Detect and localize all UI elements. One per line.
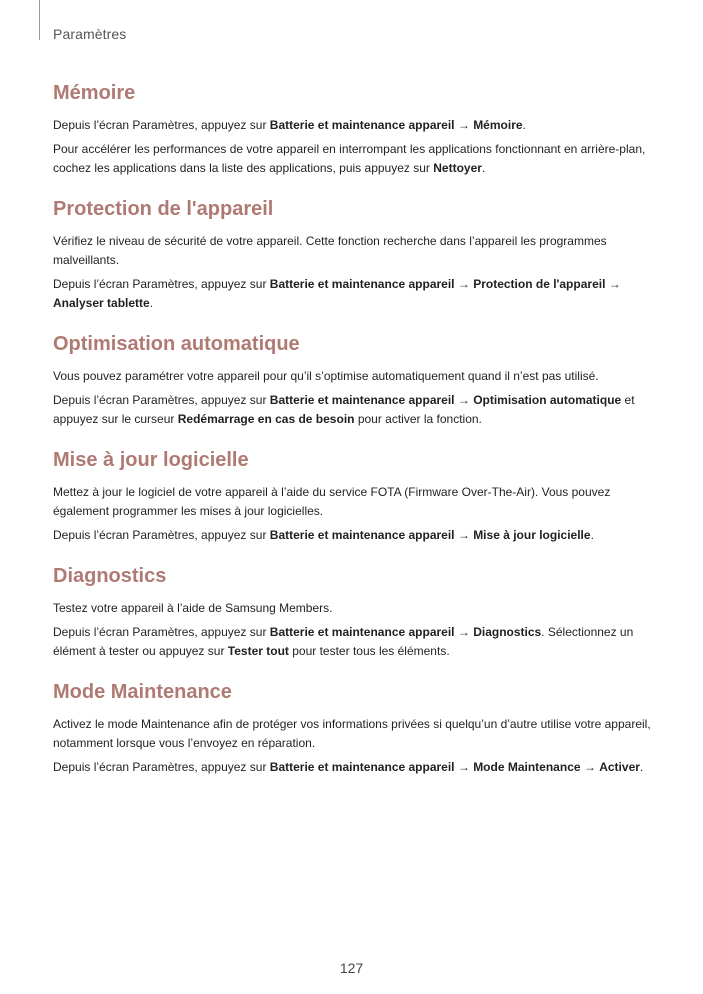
paragraph bbox=[53, 758, 653, 777]
text-run: et appuyez sur le curseur bbox=[53, 393, 635, 426]
page-header-title: Paramètres bbox=[53, 26, 127, 42]
text-run: . Sélectionnez un élément à tester ou appuyez sur bbox=[53, 625, 634, 658]
bold-menu-term: Batterie et maintenance appareil bbox=[269, 118, 455, 132]
text-run: → bbox=[454, 760, 474, 774]
bold-menu-term: Batterie et maintenance appareil bbox=[269, 760, 455, 774]
document-body bbox=[53, 80, 653, 795]
text-run: Mettez à jour le logiciel de votre appareil à l’aide du service FOTA (Firmware Over-The-Air). Vous pouvez également programmer les mises à jour logicielles. bbox=[53, 485, 611, 518]
text-run: . bbox=[590, 528, 594, 542]
paragraph bbox=[53, 526, 653, 545]
text-run: Depuis l’écran Paramètres, appuyez sur bbox=[53, 528, 270, 542]
text-run: . bbox=[481, 161, 486, 175]
bold-menu-term: Batterie et maintenance appareil bbox=[269, 625, 455, 639]
bold-menu-term: Nettoyer bbox=[433, 161, 482, 175]
bold-menu-term: Protection de l'appareil bbox=[473, 277, 606, 291]
section-diagnostics bbox=[53, 563, 653, 661]
text-run: Vérifiez le niveau de sécurité de votre appareil. Cette fonction recherche dans l’appareil les programmes malveillants. bbox=[53, 234, 607, 267]
text-run: Testez votre appareil à l’aide de Samsung Members. bbox=[53, 601, 333, 615]
section-protection-de-l-appareil bbox=[53, 196, 653, 313]
paragraph bbox=[53, 483, 653, 521]
paragraph bbox=[53, 715, 653, 753]
text-run: → bbox=[454, 277, 474, 291]
paragraph bbox=[53, 599, 653, 618]
text-run: Depuis l’écran Paramètres, appuyez sur bbox=[53, 760, 270, 774]
section-heading: Optimisation automatique bbox=[53, 333, 300, 355]
text-run: → bbox=[605, 277, 621, 291]
section-optimisation-automatique bbox=[53, 331, 653, 429]
text-run: Vous pouvez paramétrer votre appareil pour qu’il s’optimise automatiquement quand il n’est pas utilisé. bbox=[53, 369, 599, 383]
bold-menu-term: Mise à jour logicielle bbox=[473, 528, 591, 542]
page-number: 127 bbox=[339, 960, 364, 976]
bold-menu-term: Mode Maintenance bbox=[473, 760, 581, 774]
bold-menu-term: Batterie et maintenance appareil bbox=[269, 528, 455, 542]
section-heading: Mise à jour logicielle bbox=[53, 449, 249, 471]
text-run: pour tester tous les éléments. bbox=[288, 644, 450, 658]
section-heading: Mode Maintenance bbox=[53, 681, 232, 703]
text-run: Depuis l’écran Paramètres, appuyez sur bbox=[53, 277, 270, 291]
bold-menu-term: Optimisation automatique bbox=[473, 393, 622, 407]
bold-menu-term: Tester tout bbox=[227, 644, 289, 658]
paragraph bbox=[53, 140, 653, 178]
paragraph bbox=[53, 391, 653, 429]
text-run: Depuis l’écran Paramètres, appuyez sur bbox=[53, 625, 270, 639]
text-run: Depuis l’écran Paramètres, appuyez sur bbox=[53, 393, 270, 407]
text-run: → bbox=[454, 528, 474, 542]
paragraph bbox=[53, 232, 653, 270]
paragraph bbox=[53, 275, 653, 313]
section-mode-maintenance bbox=[53, 679, 653, 777]
bold-menu-term: Activer bbox=[599, 760, 640, 774]
section-heading: Protection de l'appareil bbox=[53, 198, 274, 220]
paragraph bbox=[53, 367, 653, 386]
text-run: pour activer la fonction. bbox=[354, 412, 482, 426]
header-divider bbox=[39, 0, 40, 40]
text-run: → bbox=[454, 393, 474, 407]
paragraph bbox=[53, 116, 653, 135]
section-memoire bbox=[53, 80, 653, 178]
section-heading: Diagnostics bbox=[53, 565, 167, 587]
section-heading: Mémoire bbox=[53, 82, 136, 104]
text-run: → bbox=[580, 760, 600, 774]
bold-menu-term: Redémarrage en cas de besoin bbox=[177, 412, 355, 426]
bold-menu-term: Batterie et maintenance appareil bbox=[269, 277, 455, 291]
bold-menu-term: Batterie et maintenance appareil bbox=[269, 393, 455, 407]
text-run: → bbox=[454, 625, 474, 639]
text-run: Pour accélérer les performances de votre appareil en interrompant les applications fonctionnant en arrière-plan, cochez les applications dans la liste des applications, puis appuyez sur bbox=[53, 142, 646, 175]
text-run: → bbox=[454, 118, 474, 132]
text-run: Depuis l’écran Paramètres, appuyez sur bbox=[53, 118, 270, 132]
text-run: . bbox=[522, 118, 526, 132]
bold-menu-term: Analyser tablette bbox=[53, 296, 150, 310]
text-run: . bbox=[149, 296, 154, 310]
text-run: Activez le mode Maintenance afin de protéger vos informations privées si quelqu’un d’autre utilise votre appareil, notamment lorsque vous l’envoyez en réparation. bbox=[53, 717, 651, 750]
bold-menu-term: Mémoire bbox=[473, 118, 523, 132]
section-mise-a-jour-logicielle bbox=[53, 447, 653, 545]
text-run: . bbox=[639, 760, 644, 774]
bold-menu-term: Diagnostics bbox=[473, 625, 542, 639]
paragraph bbox=[53, 623, 653, 661]
